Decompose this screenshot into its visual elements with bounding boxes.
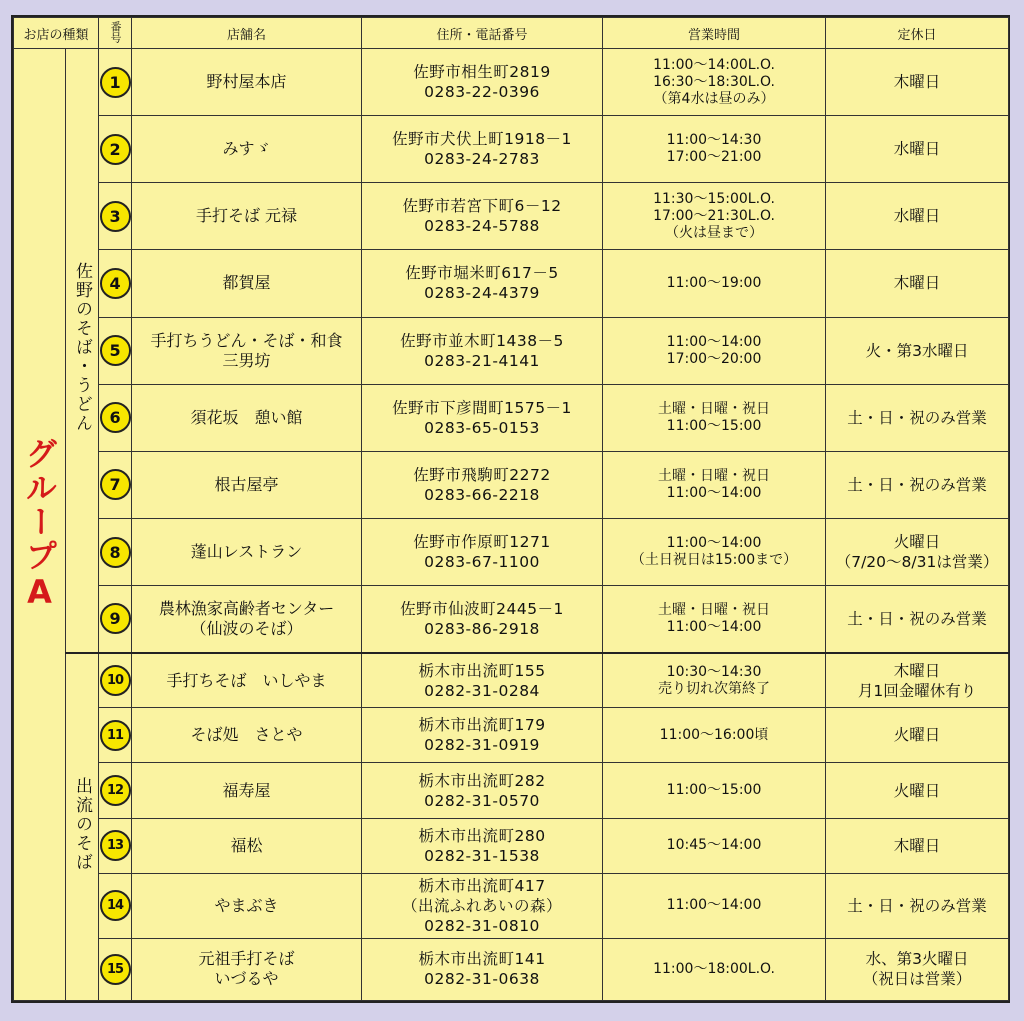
number-badge: 11: [100, 720, 131, 751]
closed-days-line: 水、第3火曜日: [865, 950, 969, 969]
address-phone: [362, 518, 603, 585]
closed-days: [826, 873, 1009, 938]
number-badge: 9: [100, 603, 131, 634]
business-hours-line: 11:00～14:00: [666, 484, 762, 501]
address-phone-line: 佐野市堀米町617－5: [405, 264, 559, 283]
business-hours-line: 11:00～18:00L.O.: [653, 960, 775, 977]
business-hours-line: 売り切れ次第終了: [658, 680, 771, 697]
shop-name-line: 根古屋亭: [214, 474, 279, 494]
address-phone-line: 栃木市出流町280: [418, 826, 546, 845]
shop-name-line: 蓬山レストラン: [190, 542, 303, 562]
shop-name: [132, 317, 362, 384]
business-hours-line: 10:30～14:30: [666, 663, 762, 680]
address-phone-line: 栃木市出流町155: [418, 661, 546, 680]
address-phone-line: 佐野市犬伏上町1918－1: [392, 130, 572, 149]
address-phone: [362, 873, 603, 938]
address-phone-line: 0283-67-1100: [424, 553, 540, 572]
table-row: [14, 763, 1009, 818]
address-phone-line: 0283-66-2218: [424, 485, 540, 504]
table-row: [14, 116, 1009, 183]
closed-days: [826, 708, 1009, 763]
shop-name-line: 三男坊: [222, 350, 271, 370]
shop-name-line: 福松: [230, 835, 263, 855]
address-phone-line: 0283-24-2783: [424, 150, 540, 169]
business-hours-line: 11:00～15:00: [666, 417, 762, 434]
shop-name: [132, 49, 362, 116]
table-row: [14, 818, 1009, 873]
closed-days: [826, 938, 1009, 1000]
address-phone-line: 0283-21-4141: [424, 351, 540, 370]
number-badge: 15: [100, 954, 131, 985]
closed-days-line: 火・第3水曜日: [865, 341, 969, 360]
shop-name: [132, 384, 362, 451]
closed-days: [826, 586, 1009, 653]
number-cell: [99, 384, 132, 451]
header-holiday: 定休日: [826, 18, 1009, 49]
number-cell: [99, 317, 132, 384]
header-hours: 営業時間: [603, 18, 826, 49]
table-row: [14, 873, 1009, 938]
address-phone-line: 0283-65-0153: [424, 418, 540, 437]
header-address: 住所・電話番号: [362, 18, 603, 49]
address-phone: [362, 49, 603, 116]
number-cell: [99, 653, 132, 708]
table-row: [14, 586, 1009, 653]
shop-name: [132, 938, 362, 1000]
business-hours-line: 11:00～14:00L.O.: [653, 56, 775, 73]
shop-name-line: やまぶき: [214, 895, 279, 915]
closed-days-line: 木曜日: [893, 661, 941, 680]
address-phone-line: 栃木市出流町417: [418, 876, 546, 895]
number-cell: [99, 938, 132, 1000]
business-hours-line: 17:00～21:00: [666, 149, 762, 166]
address-phone: [362, 708, 603, 763]
address-phone-line: 0282-31-0570: [424, 791, 540, 810]
table-row: [14, 708, 1009, 763]
address-phone: [362, 938, 603, 1000]
address-phone-line: 佐野市作原町1271: [413, 533, 551, 552]
shop-name-line: 福寿屋: [222, 780, 271, 800]
address-phone: [362, 384, 603, 451]
business-hours-line: 17:00～21:30L.O.: [653, 207, 775, 224]
business-hours-line: （火は昼まで）: [665, 224, 764, 241]
shop-name: [132, 518, 362, 585]
area-label-izuru: 出流のそば: [66, 653, 99, 1001]
shop-name: [132, 586, 362, 653]
closed-days-line: （7/20～8/31は営業）: [835, 553, 999, 572]
table-row: [14, 384, 1009, 451]
closed-days: [826, 49, 1009, 116]
address-phone-line: 0283-22-0396: [424, 83, 540, 102]
address-phone-line: 栃木市出流町282: [418, 771, 546, 790]
table-row: [14, 518, 1009, 585]
shop-table: [13, 17, 1009, 1001]
business-hours-line: 11:00～15:00: [666, 782, 762, 799]
address-phone-line: 佐野市飛駒町2272: [413, 465, 551, 484]
number-badge: 8: [100, 537, 131, 568]
business-hours-line: 11:00～14:00: [666, 535, 762, 552]
business-hours: [603, 586, 826, 653]
closed-days: [826, 183, 1009, 250]
closed-days: [826, 317, 1009, 384]
address-phone-line: 佐野市並木町1438－5: [400, 331, 564, 350]
area-label-sano: 佐野のそば・うどん: [66, 49, 99, 653]
number-badge: 13: [100, 830, 131, 861]
shop-name: [132, 116, 362, 183]
address-phone-line: 佐野市仙波町2445－1: [400, 599, 564, 618]
number-cell: [99, 183, 132, 250]
number-cell: [99, 873, 132, 938]
business-hours-line: 土曜・日曜・祝日: [658, 601, 771, 618]
business-hours: [603, 451, 826, 518]
address-phone-line: （出流ふれあいの森）: [402, 896, 563, 915]
address-phone: [362, 586, 603, 653]
business-hours-line: （第4水は昼のみ）: [653, 90, 775, 107]
closed-days-line: 火曜日: [893, 533, 941, 552]
closed-days-line: （祝日は営業）: [862, 970, 972, 989]
table-row: [14, 317, 1009, 384]
closed-days: [826, 518, 1009, 585]
shop-name-line: 須花坂 憩い館: [190, 407, 303, 427]
business-hours-line: 土曜・日曜・祝日: [658, 400, 771, 417]
address-phone: [362, 250, 603, 317]
closed-days-line: 火曜日: [893, 781, 941, 800]
business-hours: [603, 763, 826, 818]
business-hours-line: 11:00～19:00: [666, 274, 762, 291]
address-phone-line: 0282-31-0919: [424, 736, 540, 755]
closed-days-line: 火曜日: [893, 726, 941, 745]
number-cell: [99, 818, 132, 873]
number-cell: [99, 49, 132, 116]
shop-name-line: 野村屋本店: [206, 72, 287, 92]
business-hours-line: 11:00～16:00頃: [659, 726, 769, 743]
table-row: [14, 653, 1009, 708]
business-hours-line: 11:30～15:00L.O.: [653, 190, 775, 207]
shop-name-line: 都賀屋: [222, 273, 271, 293]
business-hours: [603, 818, 826, 873]
shop-name-line: （仙波のそば）: [190, 618, 303, 638]
closed-days: [826, 653, 1009, 708]
address-phone: [362, 763, 603, 818]
shop-name-line: 元祖手打そば: [198, 949, 295, 969]
business-hours-line: （土日祝日は15:00まで）: [630, 552, 798, 569]
shop-name: [132, 818, 362, 873]
number-badge: 10: [100, 665, 131, 696]
closed-days-line: 土・日・祝のみ営業: [847, 475, 987, 494]
address-phone-line: 佐野市下彦間町1575－1: [392, 398, 572, 417]
closed-days-line: 木曜日: [893, 836, 941, 855]
business-hours-line: 11:00～14:00: [666, 333, 762, 350]
business-hours: [603, 116, 826, 183]
number-badge: 1: [100, 67, 131, 98]
closed-days: [826, 818, 1009, 873]
address-phone-line: 0282-31-0638: [424, 970, 540, 989]
number-badge: 3: [100, 201, 131, 232]
business-hours: [603, 708, 826, 763]
closed-days: [826, 116, 1009, 183]
shop-name-line: みすゞ: [222, 139, 271, 159]
shop-name-line: 手打ちそば いしやま: [166, 670, 327, 690]
shop-name-line: 手打そば 元禄: [195, 206, 298, 226]
address-phone-line: 栃木市出流町179: [418, 716, 546, 735]
closed-days-line: 水曜日: [893, 140, 941, 159]
address-phone-line: 0283-24-5788: [424, 217, 540, 236]
business-hours: [603, 250, 826, 317]
shop-name: [132, 708, 362, 763]
closed-days: [826, 763, 1009, 818]
shop-name: [132, 873, 362, 938]
closed-days-line: 月1回金曜休有り: [857, 681, 977, 700]
number-cell: [99, 763, 132, 818]
number-badge: 4: [100, 268, 131, 299]
address-phone-line: 栃木市出流町141: [418, 950, 546, 969]
business-hours-line: 17:00～20:00: [666, 350, 762, 367]
business-hours-line: 11:00～14:30: [666, 132, 762, 149]
number-cell: [99, 586, 132, 653]
address-phone: [362, 818, 603, 873]
shop-name: [132, 183, 362, 250]
table-row: [14, 451, 1009, 518]
shop-table-sheet: [11, 15, 1010, 1003]
business-hours-line: 16:30～18:30L.O.: [653, 73, 775, 90]
address-phone: [362, 451, 603, 518]
closed-days-line: 土・日・祝のみ営業: [847, 609, 987, 628]
table-row: [14, 183, 1009, 250]
closed-days-line: 水曜日: [893, 207, 941, 226]
table-row: [14, 250, 1009, 317]
closed-days: [826, 451, 1009, 518]
business-hours-line: 土曜・日曜・祝日: [658, 467, 771, 484]
closed-days-line: 木曜日: [893, 73, 941, 92]
closed-days-line: 土・日・祝のみ営業: [847, 408, 987, 427]
address-phone-line: 佐野市若宮下町6－12: [402, 197, 562, 216]
number-badge: 6: [100, 402, 131, 433]
number-badge: 12: [100, 775, 131, 806]
business-hours-line: 11:00～14:00: [666, 618, 762, 635]
address-phone: [362, 183, 603, 250]
number-badge: 2: [100, 134, 131, 165]
group-label: グループA: [14, 49, 66, 1001]
business-hours: [603, 384, 826, 451]
table-row: [14, 938, 1009, 1000]
shop-name-line: 農林漁家高齢者センター: [158, 598, 335, 618]
header-name: 店舗名: [132, 18, 362, 49]
address-phone-line: 0282-31-1538: [424, 846, 540, 865]
shop-name-line: いづるや: [214, 969, 279, 989]
business-hours: [603, 49, 826, 116]
business-hours-line: 11:00～14:00: [666, 897, 762, 914]
business-hours: [603, 317, 826, 384]
business-hours: [603, 183, 826, 250]
closed-days: [826, 250, 1009, 317]
address-phone-line: 佐野市相生町2819: [413, 63, 551, 82]
address-phone-line: 0283-24-4379: [424, 284, 540, 303]
number-cell: [99, 451, 132, 518]
business-hours: [603, 938, 826, 1000]
shop-name-line: 手打ちうどん・そば・和食: [150, 330, 343, 350]
header-row: [14, 18, 1009, 49]
business-hours: [603, 653, 826, 708]
shop-name: [132, 653, 362, 708]
business-hours: [603, 873, 826, 938]
closed-days-line: 土・日・祝のみ営業: [847, 896, 987, 915]
shop-name: [132, 250, 362, 317]
closed-days: [826, 384, 1009, 451]
address-phone: [362, 317, 603, 384]
number-badge: 14: [100, 890, 131, 921]
shop-name: [132, 763, 362, 818]
number-cell: [99, 250, 132, 317]
business-hours-line: 10:45～14:00: [666, 837, 762, 854]
number-cell: [99, 518, 132, 585]
shop-name: [132, 451, 362, 518]
header-category: お店の種類: [14, 18, 99, 49]
address-phone-line: 0282-31-0810: [424, 916, 540, 935]
number-cell: [99, 116, 132, 183]
business-hours: [603, 518, 826, 585]
header-number: 番号: [99, 18, 132, 49]
address-phone: [362, 653, 603, 708]
closed-days-line: 木曜日: [893, 274, 941, 293]
shop-name-line: そば処 さとや: [190, 725, 303, 745]
number-badge: 7: [100, 469, 131, 500]
number-badge: 5: [100, 335, 131, 366]
address-phone: [362, 116, 603, 183]
table-row: [14, 49, 1009, 116]
number-cell: [99, 708, 132, 763]
address-phone-line: 0283-86-2918: [424, 619, 540, 638]
address-phone-line: 0282-31-0284: [424, 681, 540, 700]
